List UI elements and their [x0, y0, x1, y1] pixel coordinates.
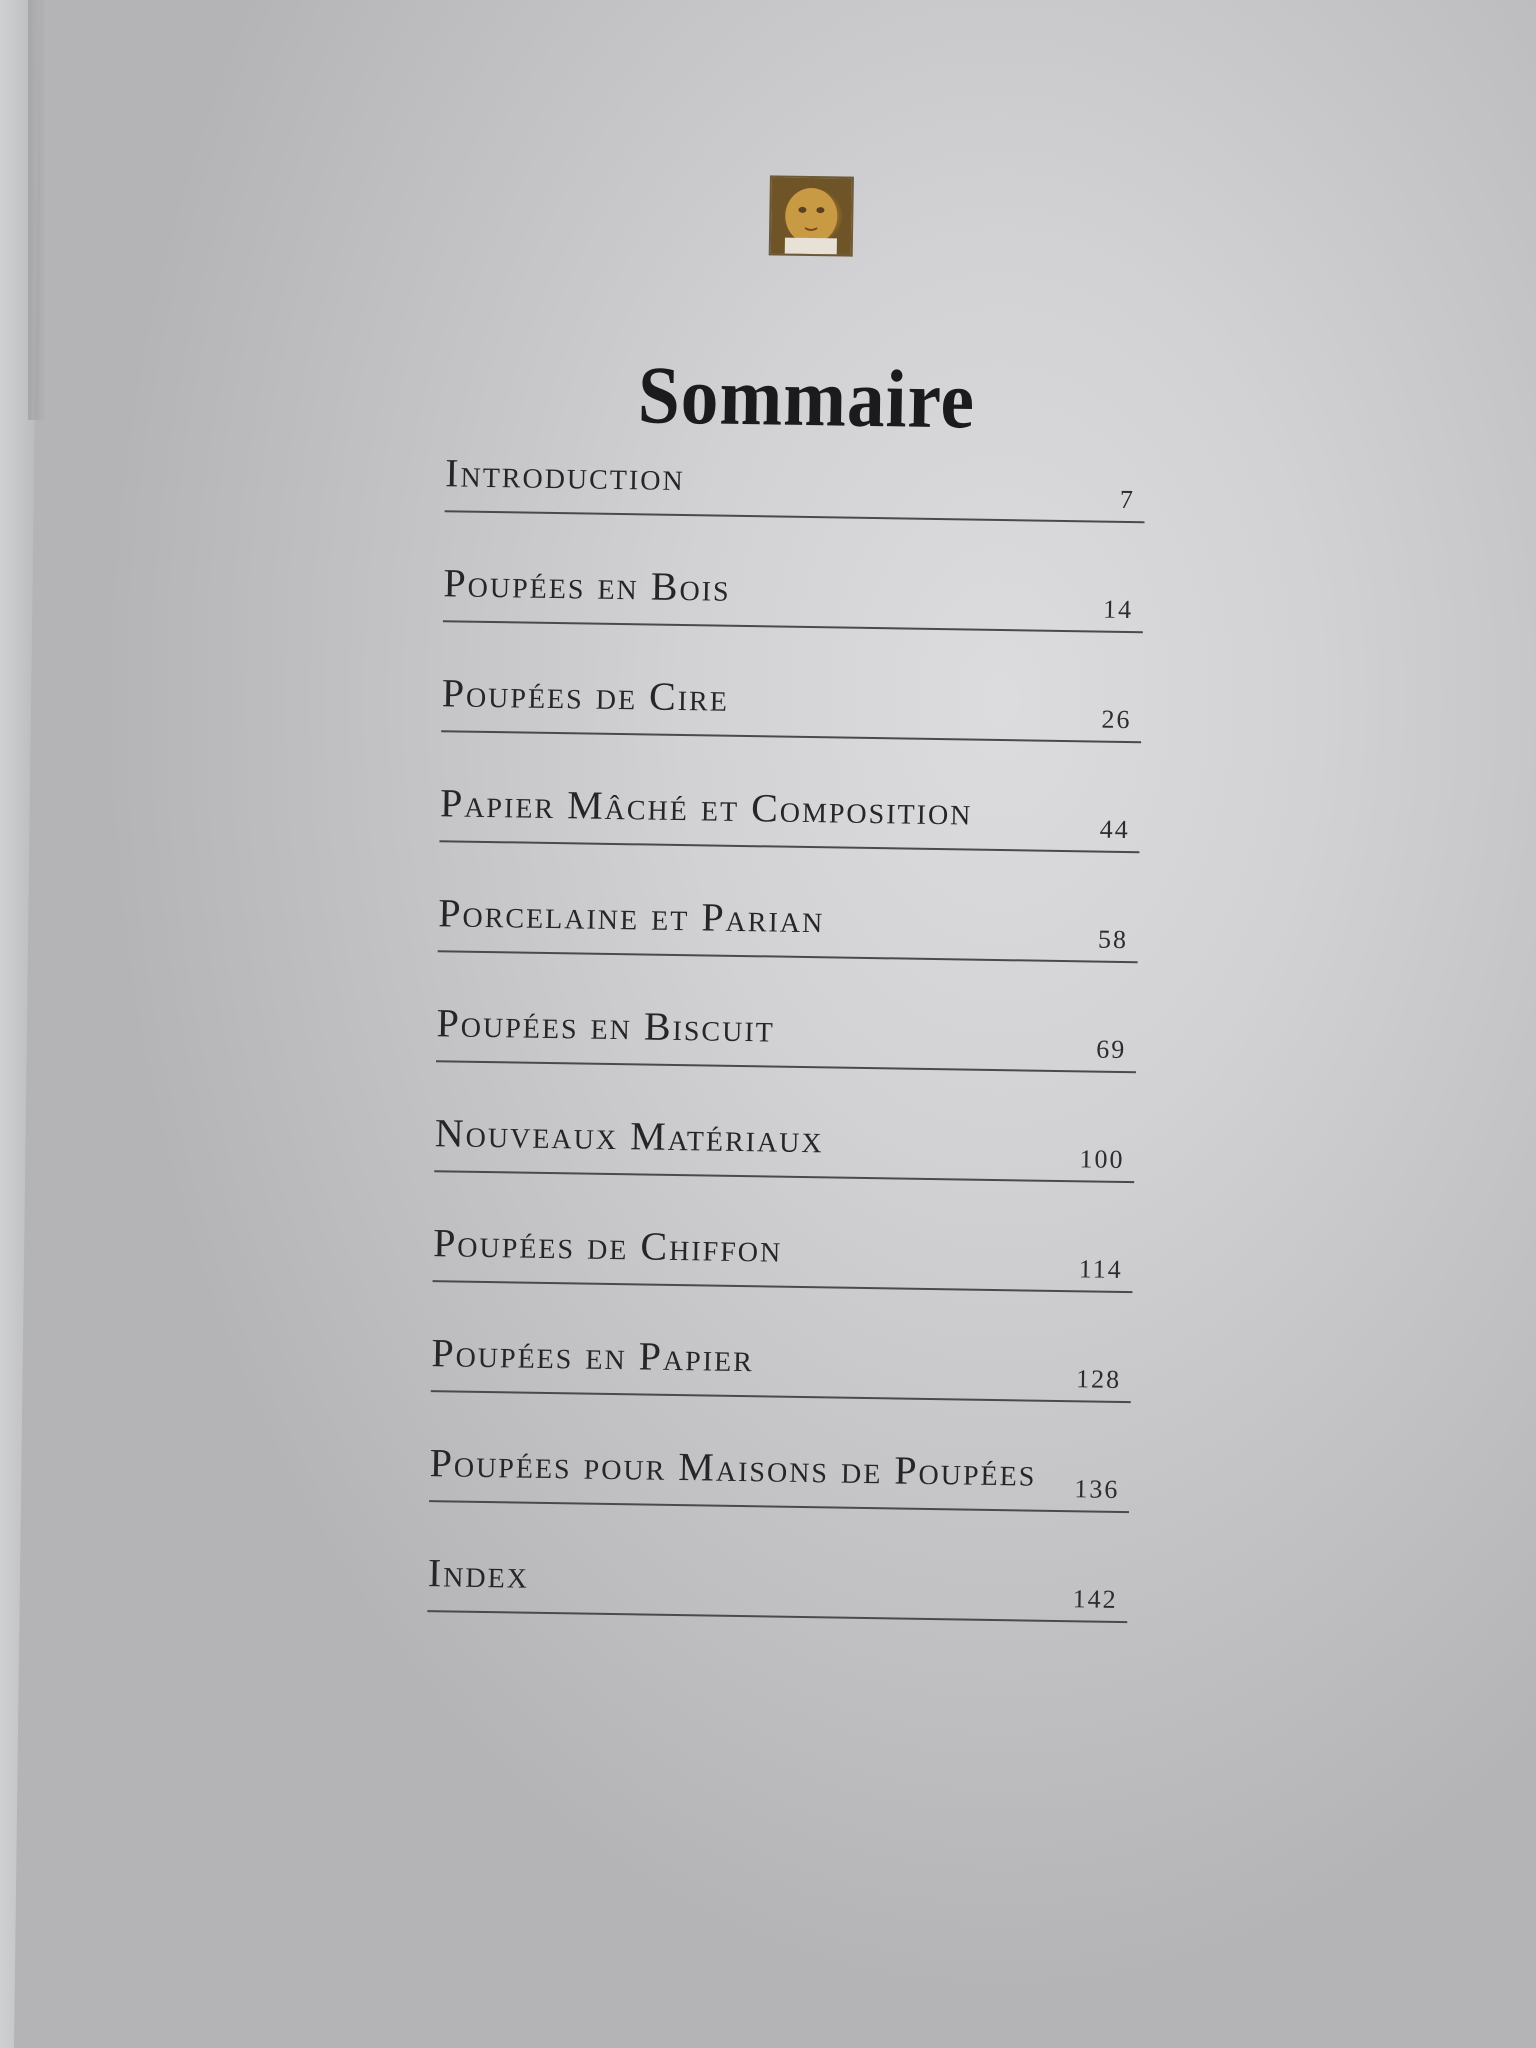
toc-entry-label: Poupées en Biscuit	[436, 1000, 776, 1051]
toc-entry-page: 58	[1097, 924, 1129, 955]
toc-entry-label: Nouveaux Matériaux	[434, 1110, 825, 1162]
toc-entry[interactable]	[412, 1190, 1154, 1312]
toc-entry-page: 100	[1079, 1144, 1125, 1175]
toc-entry[interactable]	[416, 970, 1158, 1092]
toc-entry-label: Poupées pour Maisons de Poupées	[429, 1440, 1037, 1495]
toc-entry-label: Porcelaine et Parian	[437, 890, 825, 942]
toc-rule	[431, 1390, 1131, 1403]
toc-rule	[443, 620, 1143, 633]
toc-entry[interactable]	[421, 640, 1163, 762]
toc-entry-label: Papier Mâché et Composition	[439, 780, 973, 834]
page-title: Sommaire	[637, 349, 976, 446]
toc-list	[407, 420, 1166, 1641]
toc-entry[interactable]	[411, 1300, 1153, 1422]
toc-entry-label: Poupées de Cire	[441, 670, 730, 720]
toc-entry-page: 142	[1072, 1584, 1118, 1614]
toc-entry[interactable]	[417, 860, 1159, 982]
toc-entry-label: Poupées en Bois	[443, 560, 732, 610]
page-shadow	[28, 0, 46, 420]
toc-entry-page: 7	[1119, 484, 1136, 515]
toc-entry[interactable]	[409, 1410, 1151, 1532]
toc-entry[interactable]	[419, 750, 1161, 872]
toc-entry-page: 14	[1102, 594, 1134, 625]
toc-rule	[429, 1500, 1129, 1513]
toc-entry-page: 114	[1078, 1254, 1124, 1285]
toc-rule	[433, 1280, 1133, 1293]
toc-entry-label: Introduction	[444, 450, 686, 500]
toc-entry[interactable]	[414, 1080, 1156, 1202]
toc-rule	[438, 950, 1138, 963]
toc-entry-page: 128	[1075, 1364, 1122, 1395]
table-of-contents-page	[427, 170, 1190, 1614]
toc-entry-page: 26	[1101, 704, 1132, 735]
toc-rule	[427, 1610, 1127, 1623]
toc-entry-page: 69	[1096, 1034, 1127, 1065]
doll-face-icon	[769, 175, 854, 256]
toc-rule	[445, 510, 1145, 523]
toc-rule	[441, 730, 1141, 743]
toc-entry-label: Poupées de Chiffon	[432, 1220, 783, 1271]
toc-entry-label: Poupées en Papier	[431, 1330, 755, 1381]
toc-entry-page: 136	[1074, 1474, 1120, 1504]
toc-rule	[434, 1170, 1134, 1183]
toc-entry[interactable]	[424, 420, 1166, 542]
toc-rule	[439, 840, 1139, 853]
toc-entry-label: Index	[427, 1550, 530, 1597]
toc-entry[interactable]	[423, 530, 1165, 652]
toc-entry[interactable]	[407, 1520, 1149, 1642]
toc-rule	[436, 1060, 1136, 1073]
toc-entry-page: 44	[1099, 814, 1130, 845]
